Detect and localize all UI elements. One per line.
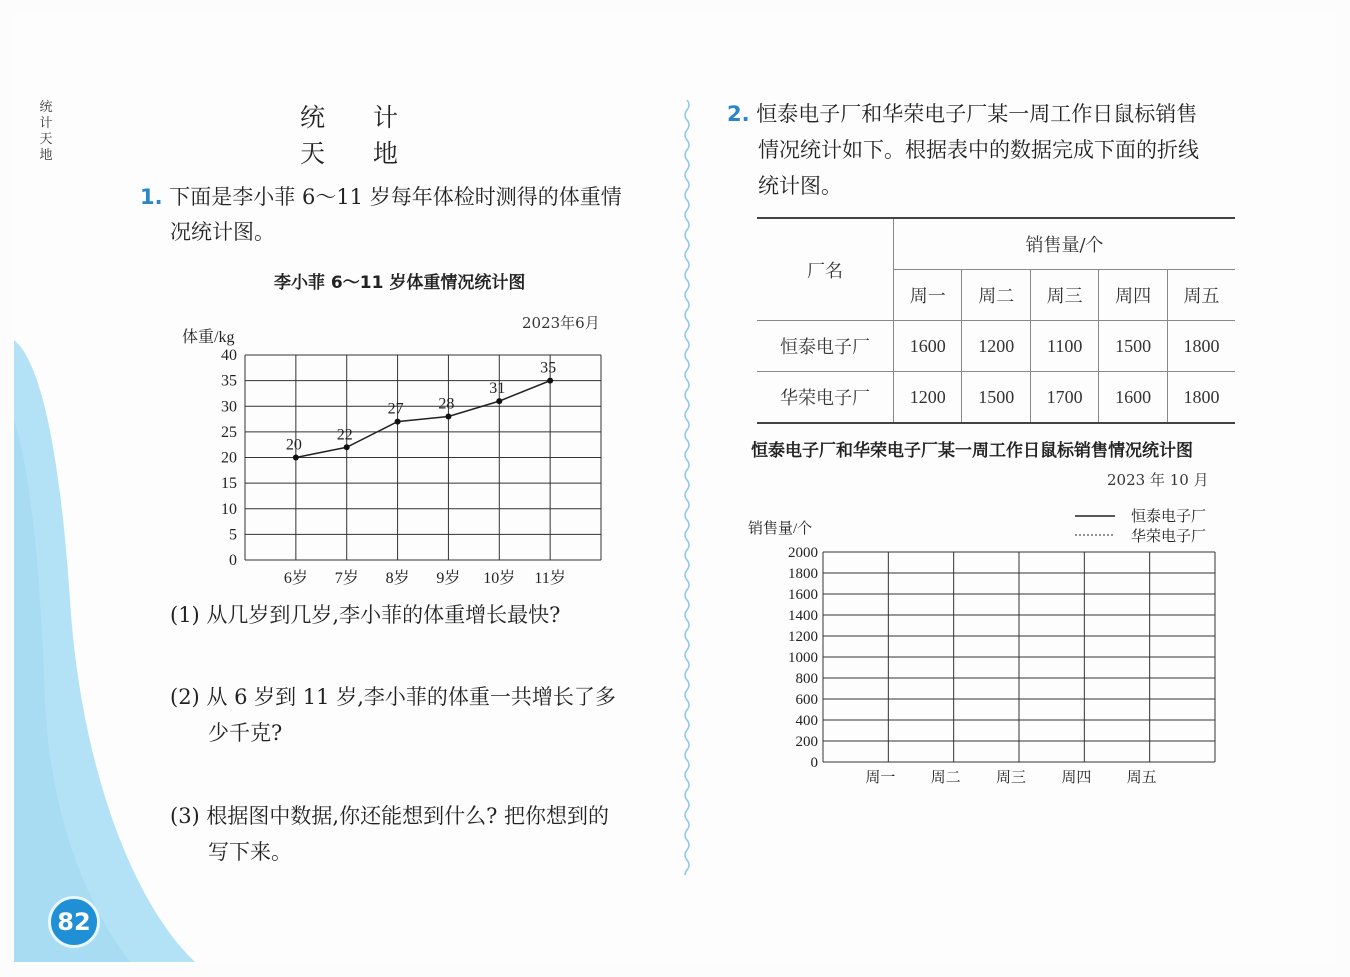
chart1-ytick-label: 25	[221, 423, 237, 441]
chart1-data-label: 22	[336, 426, 353, 444]
chart2-ytick-label: 2000	[788, 545, 818, 561]
table-cell: 1800	[1167, 321, 1235, 372]
chart1-ytick-label: 10	[221, 500, 237, 518]
chart1-xtick-label: 11岁	[534, 570, 566, 587]
chart1-xtick-label: 9岁	[436, 570, 461, 587]
table-cell: 1700	[1030, 372, 1098, 424]
chart1-xtick-label: 8岁	[385, 570, 410, 587]
question1-number: 1.	[140, 185, 163, 209]
chart1-data-label: 28	[438, 395, 455, 413]
table-cell: 1800	[1167, 372, 1235, 424]
table-cell: 1100	[1030, 321, 1098, 372]
chart1-data-label: 20	[285, 436, 302, 454]
chart1-data-point	[496, 398, 502, 404]
table-factory-name: 恒泰电子厂	[757, 321, 894, 372]
question1-text	[140, 180, 660, 215]
chart1-ytick-label: 5	[229, 526, 237, 544]
page-title: 统 计 天 地	[300, 103, 418, 168]
chart2-legend-label: 华荣电子厂	[1131, 529, 1207, 545]
question1-line1: 下面是李小菲 6～11 岁每年体检时测得的体重情	[169, 185, 622, 209]
chart1-ylabel: 体重/kg	[182, 329, 235, 346]
chart1-data-point	[293, 455, 299, 461]
question2-number: 2.	[727, 102, 750, 126]
chart2-date: 2023 年 10 月	[1107, 471, 1209, 489]
chart2-xtick-label: 周三	[995, 770, 1027, 786]
question2-line1: 恒泰电子厂和华荣电子厂某一周工作日鼠标销售	[756, 102, 1198, 126]
question1-sub1: (1) 从几岁到几岁,李小菲的体重增长最快?	[170, 603, 561, 627]
chart1-title: 李小菲 6～11 岁体重情况统计图	[274, 273, 526, 293]
chart2-ytick-label: 1800	[788, 566, 818, 582]
question1-line2: 况统计图。	[170, 220, 275, 244]
chart1-date: 2023年6月	[522, 314, 600, 332]
chart2-title: 恒泰电子厂和华荣电子厂某一周工作日鼠标销售情况统计图	[751, 441, 1193, 461]
chart2-ytick-label: 1000	[788, 650, 818, 666]
chart1-xtick-label: 10岁	[483, 570, 516, 587]
table-cell: 1200	[962, 321, 1030, 372]
chart1-data-label: 31	[489, 380, 506, 398]
chart1-data-label: 35	[540, 359, 557, 377]
chart1-data-point	[547, 378, 553, 384]
chart1-ytick-label: 40	[221, 347, 237, 364]
table-factory-name: 华荣电子厂	[757, 372, 894, 424]
table-cell: 1500	[1099, 321, 1167, 372]
page-number-badge: 82	[48, 896, 100, 948]
table-row	[757, 372, 1235, 424]
question1-sub2-line1: (2) 从 6 岁到 11 岁,李小菲的体重一共增长了多	[170, 685, 616, 709]
chart2-ytick-label: 1600	[788, 587, 818, 603]
chart1-data-label: 27	[387, 400, 404, 418]
table-cell: 1500	[962, 372, 1030, 424]
chart1-data-point	[445, 414, 451, 420]
question1-sub3-line2: 写下来。	[208, 840, 292, 864]
chart2-legend-label: 恒泰电子厂	[1131, 509, 1207, 525]
table-day-header: 周三	[1030, 270, 1098, 321]
chart2-ytick-label: 1200	[788, 629, 818, 645]
table-day-header: 周五	[1167, 270, 1235, 321]
question1-sub2-line2: 少千克?	[208, 721, 283, 745]
chart2-xtick-label: 周一	[865, 770, 896, 786]
chart2-xtick-label: 周二	[930, 770, 961, 786]
question2-line2: 情况统计如下。根据表中的数据完成下面的折线	[758, 138, 1199, 162]
table-sales-header: 销售量/个	[894, 218, 1236, 270]
chart1-xtick-label: 6岁	[283, 570, 308, 587]
chart2-ytick-label: 600	[795, 692, 818, 708]
question2-text	[727, 97, 1257, 132]
column-divider	[683, 100, 691, 875]
table-day-header: 周二	[962, 270, 1030, 321]
table-day-header: 周四	[1099, 270, 1167, 321]
table-factory-header: 厂名	[757, 218, 894, 321]
chart1-series-line	[296, 381, 550, 458]
table-cell: 1200	[894, 372, 962, 424]
chart1-ytick-label: 15	[221, 475, 237, 493]
question2-line3: 统计图。	[758, 174, 842, 198]
chart2-ytick-label: 0	[810, 755, 818, 771]
chart2-xtick-label: 周四	[1061, 770, 1092, 786]
chart1-ytick-label: 30	[221, 398, 237, 416]
chart1-data-point	[344, 444, 350, 450]
chart1-ytick-label: 0	[229, 552, 237, 569]
sales-table	[757, 217, 1235, 424]
chart2-ytick-label: 400	[795, 713, 818, 729]
chart1-xtick-label: 7岁	[334, 570, 359, 587]
table-day-header: 周一	[894, 270, 962, 321]
table-row	[757, 321, 1235, 372]
weight-line-chart	[170, 322, 640, 592]
chart1-data-point	[395, 419, 401, 425]
chart2-ytick-label: 800	[795, 671, 818, 687]
chart1-ytick-label: 35	[221, 372, 237, 390]
chart2-ytick-label: 200	[795, 734, 818, 750]
section-side-label: 统计天地	[39, 100, 53, 163]
chart2-ylabel: 销售量/个	[748, 521, 813, 537]
table-cell: 1600	[894, 321, 962, 372]
chart1-ytick-label: 20	[221, 449, 237, 467]
chart2-ytick-label: 1400	[788, 608, 818, 624]
sales-line-chart	[745, 505, 1245, 790]
chart2-xtick-label: 周五	[1126, 770, 1157, 786]
table-cell: 1600	[1099, 372, 1167, 424]
question1-sub3-line1: (3) 根据图中数据,你还能想到什么? 把你想到的	[170, 804, 610, 828]
